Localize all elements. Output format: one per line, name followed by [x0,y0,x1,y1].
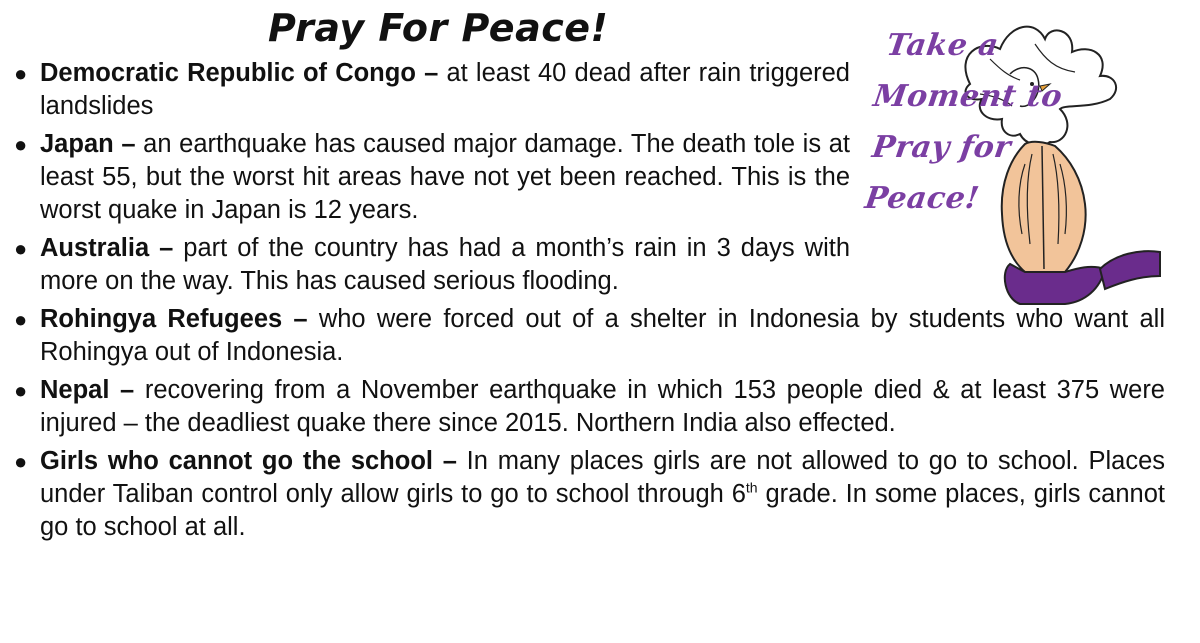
list-item [0,374,1165,440]
item-heading: Australia – [40,234,174,262]
list-item [0,445,1165,544]
bullet: ● [14,61,28,86]
item-text: an earthquake has caused major damage. The death tole is at least 55, but the worst hit areas have not yet been reached. This is the worst quake in Japan is 12 years. [40,130,850,224]
bullet: ● [14,378,28,403]
page-title: Pray For Peace! [268,6,609,50]
bullet: ● [14,307,28,332]
item-text: recovering from a November earthquake in which 153 people died & at least 375 were injured – the deadliest quake there since 2015. Northern India also effected. [40,376,1165,437]
item-heading: Japan – [40,130,136,158]
list-item [0,128,850,227]
superscript: th [745,479,758,496]
item-heading: Democratic Republic of Congo – [40,59,439,87]
graphic-line: Pray for [869,130,1014,165]
bullet: ● [14,449,28,474]
list-item [0,232,850,298]
item-text: at least 40 dead after rain triggered landslides [40,59,850,120]
item-heading: Girls who cannot go the school – [40,447,457,475]
graphic-line: Moment to [871,79,1065,114]
item-text: who were forced out of a shelter in Indonesia by students who want all Rohingya out of Indonesia. [40,305,1165,366]
graphic-line: Peace! [862,181,982,216]
prayer-list [0,57,1165,549]
item-heading: Rohingya Refugees – [40,305,308,333]
list-item [0,57,850,123]
bullet: ● [14,132,28,157]
item-text: grade. In some places, girls cannot go to school at all. [40,480,1165,541]
list-item [0,303,1165,369]
item-heading: Nepal – [40,376,135,404]
item-text: part of the country has had a month’s rain in 3 days with more on the way. This has caused serious flooding. [40,234,851,295]
bullet: ● [14,236,28,261]
graphic-line: Take a [884,28,1001,63]
item-text: In many places girls are not allowed to go to school. Places under Taliban control only allow girls to go to school through 6 [40,447,1165,508]
